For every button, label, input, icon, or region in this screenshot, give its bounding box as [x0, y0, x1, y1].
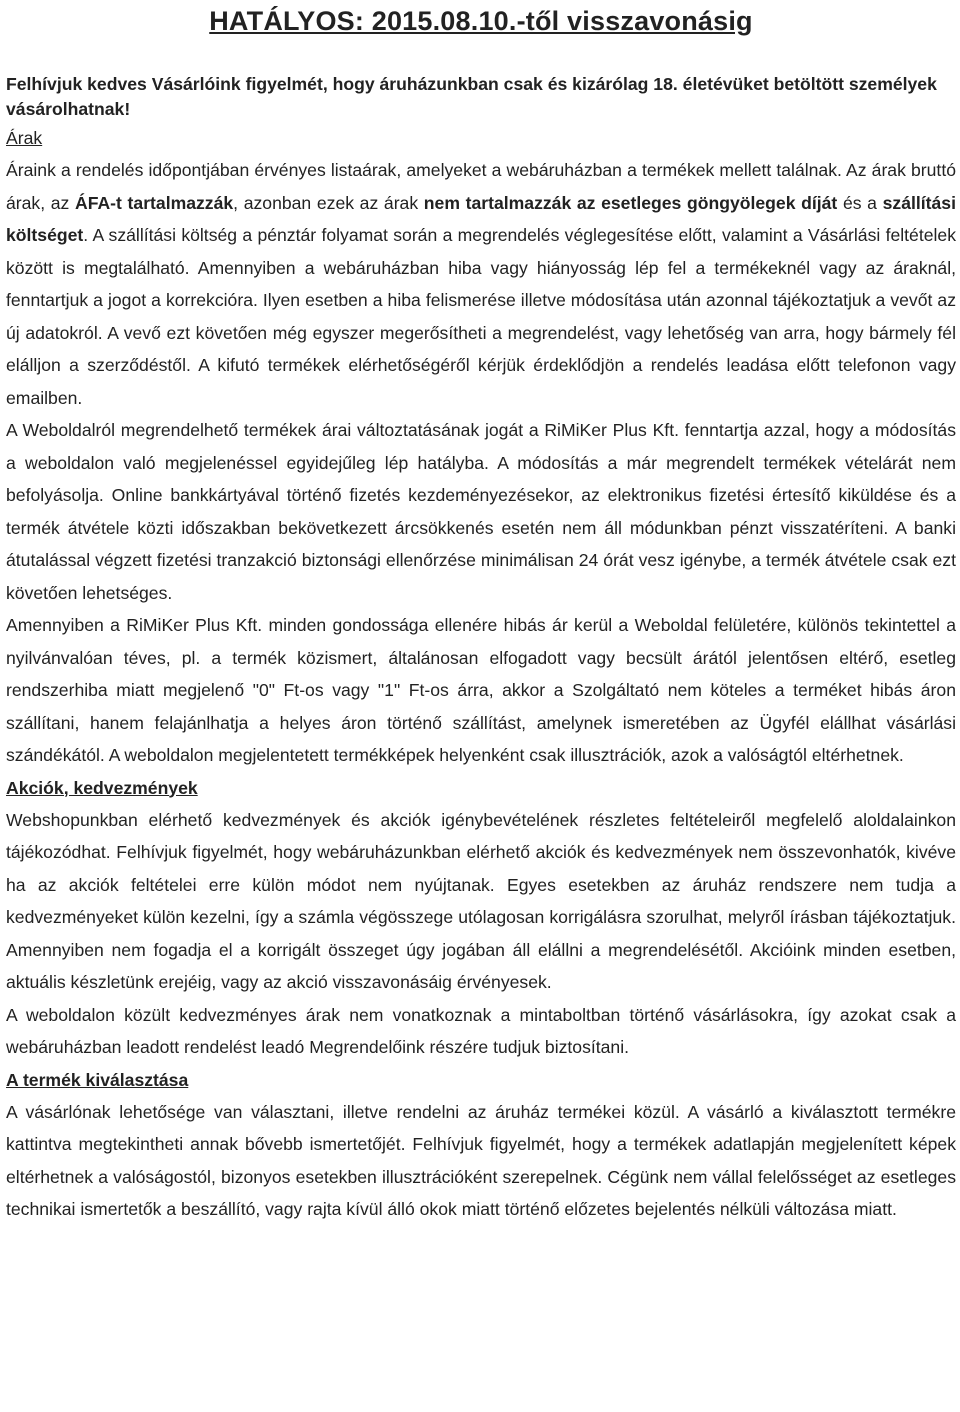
text-run: . A szállítási költség a pénztár folyamat során a megrendelés véglegesítése előtt, valamint a Vásárlási feltételek között is megtalálható. Amennyiben a webáruházban hiba vagy hiányosság lép fel a termékeknél vagy az áraknál, fenntartjuk a jogot a korrekcióra. Ilyen esetben a hiba felismerése illetve módosítása után azonnal tájékoztatjuk a vevőt az új adatokról. A vevő ezt követően még egyszer megerősítheti a megrendelést, vagy lehetőség van arra, hogy bármely fél elálljon a szerződéstől. A kifutó termékek elérhetőségéről kérjük érdeklődjön a rendelés leadása előtt telefonon vagy emailben. — [6, 225, 956, 408]
bold-text-szallitasi: szállítási költséget — [6, 192, 956, 245]
paragraph-akciok-1: Webshopunkban elérhető kedvezmények és akciók igénybevételének részletes feltételeiről megfelelő aloldalainkon tájékozódhat. Felhívjuk figyelmét, hogy webáruházunkban elérhető akciók és kedvezmények nem összevonhatók, kivéve ha az akciók feltételei erre külön módot nem nyújtanak. Egyes esetekben az áruház rendszere nem tudja a kedvezményeket külön kezelni, így a számla végösszege utólagosan korrigálásra szorulhat, melyről írásban tájékoztatjuk. Amennyiben nem fogadja el a korrigált összeget úgy jogában áll elállni a megrendelésétől. Akcióink minden esetben, aktuális készletünk erejéig, vagy az akció visszavonásáig érvényesek. — [6, 809, 956, 992]
document-page — [6, 0, 956, 1226]
text-run: és a — [837, 192, 883, 213]
paragraph-arak-3: Amennyiben a RiMiKer Plus Kft. minden gondossága ellenére hibás ár kerül a Weboldal felületére, különös tekintettel a nyilvánvalóan téves, pl. a termék közismert, általánosan elfogadott vagy becsült árától jelentősen eltérő, esetleg rendszerhiba miatt megjelenő "0" Ft-os vagy "1" Ft-os árra, akkor a Szolgáltató nem köteles a terméket hibás áron szállítani, hanem felajánlhatja a helyes áron történő szállítást, amelynek ismeretében az Ügyfél elállhat vásárlási szándékától. A weboldalon megjelentetett termékképek helyenként csak illusztrációk, azok a valóságtól eltérhetnek. — [6, 615, 956, 765]
bold-text-gongyoleg: nem tartalmazzák az esetleges göngyölegek díját — [423, 192, 838, 213]
paragraph-arak-2: A Weboldalról megrendelhető termékek árai változtatásának jogát a RiMiKer Plus Kft. fenntartja azzal, hogy a módosítás a weboldalon való megjelenéssel egyidejűleg lép hatályba. A módosítás a már megrendelt termékek vételárát nem befolyásolja. Online bankkártyával történő fizetés kezdeményezésekor, az elektronikus fizetési értesítő kiküldése és a termék átvétele közti időszakban bekövetkezett árcsökkenés esetén nem áll módunkban pénzt visszatéríteni. A banki átutalással végzett fizetési tranzakció biztonsági ellenőrzése minimálisan 24 órát vesz igénybe, a termék átvétele csak ezt követően lehetséges. — [6, 420, 956, 603]
page-title: HATÁLYOS: 2015.08.10.-től visszavonásig — [209, 6, 753, 36]
paragraph-arak-1 — [6, 154, 956, 414]
text-run: , azonban ezek az árak — [233, 192, 424, 213]
text-run: Áraink a rendelés időpontjában érvényes listaárak, amelyeket a webáruházban a termékek mellett találnak. Az árak bruttó árak, az — [6, 160, 956, 213]
section-heading-akciok: Akciók, kedvezmények — [6, 777, 198, 798]
paragraph-termek-1: A vásárlónak lehetősége van választani, illetve rendelni az áruház termékei közül. A vásárló a kiválasztott termékre kattintva megtekintheti annak bővebb ismertetőjét. Felhívjuk figyelmét, hogy a termékek adatlapján megjelenített képek eltérhetnek a valóságostól, bizonyos esetekben illusztrációként szerepelnek. Cégünk nem vállal felelősséget az esetleges technikai ismertetők a beszállító, vagy rajta kívül álló okok miatt történő előzetes bejelentés nélküli változása miatt. — [6, 1101, 956, 1219]
bold-text-afa: ÁFA-t tartalmazzák — [75, 192, 234, 213]
paragraph-akciok-2: A weboldalon közült kedvezményes árak nem vonatkoznak a mintaboltban történő vásárlásokra, így azokat csak a webáruházban leadott rendelést leadó Megrendelőink részére tudjuk biztosítani. — [6, 1004, 956, 1057]
section-heading-termek: A termék kiválasztása — [6, 1069, 189, 1090]
age-notice: Felhívjuk kedves Vásárlóink figyelmét, hogy áruházunkban csak és kizárólag 18. életévüket betöltött személyek vásárolhatnak! — [6, 74, 937, 119]
section-heading-arak: Árak — [6, 128, 43, 148]
